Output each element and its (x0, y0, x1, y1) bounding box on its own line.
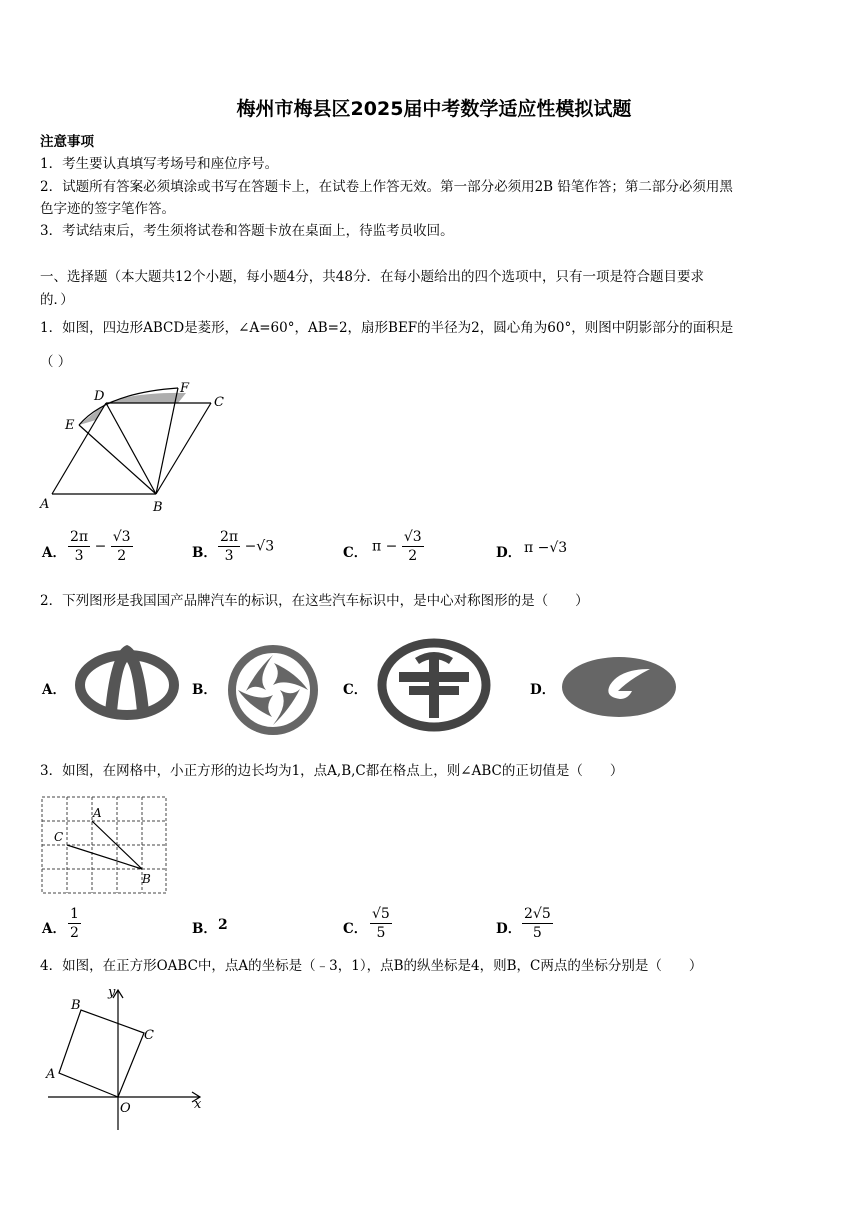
car-logo-d (560, 655, 678, 720)
q3-option-b-label: B． (192, 921, 217, 937)
car-logo-b (226, 643, 320, 737)
section-heading-cont: 的．） (40, 292, 74, 308)
question-1-text: 1．如图，四边形ABCD是菱形，∠A=60°，AB=2，扇形BEF的半径为2，圆心角为60°，则图中阴影部分的面积是 (40, 320, 734, 336)
label-x: x (194, 1097, 202, 1112)
label-c: C (144, 1028, 154, 1043)
label-c: C (214, 395, 224, 410)
q2-option-a-label: A． (42, 682, 66, 698)
label-b: B (142, 872, 151, 886)
section-heading: 一、选择题（本大题共12个小题，每小题4分，共48分．在每小题给出的四个选项中，只有一项是符合题目要求 (40, 269, 704, 285)
page-title: 梅州市梅县区2025届中考数学适应性模拟试题 (236, 98, 632, 120)
label-e: E (65, 418, 75, 433)
q1-option-a-value: $\frac{2\pi}{3}$ − $\frac{√3}{2}$ (70, 529, 131, 564)
notice-heading: 注意事项 (40, 134, 94, 150)
label-d: D (94, 389, 105, 404)
q2-option-b-label: B． (192, 682, 217, 698)
label-a: A (40, 497, 50, 512)
question-2-text: 2．下列图形是我国国产品牌汽车的标识，在这些汽车标识中，是中心对称图形的是（ ） (40, 593, 589, 609)
q3-option-b-value: 2 (218, 917, 228, 933)
q1-option-a-label: A． (42, 545, 66, 561)
q3-option-d-label: D． (496, 921, 522, 937)
notice-item: 色字迹的签字笔作答。 (40, 201, 175, 217)
q3-option-c-label: C． (343, 921, 368, 937)
label-y: y (108, 985, 116, 1000)
q1-option-b-label: B． (192, 545, 217, 561)
notice-item: 2．试题所有答案必须填涂或书写在答题卡上，在试卷上作答无效。第一部分必须用2B 铅笔作答；第二部分必须用黑 (40, 179, 733, 195)
label-o: O (120, 1101, 131, 1116)
q4-square-figure (40, 982, 210, 1134)
q3-option-a-label: A． (42, 921, 66, 937)
question-4-text: 4．如图，在正方形OABC中，点A的坐标是（﹣3，1），点B的纵坐标是4，则B，C两点的坐标分别是（ ） (40, 958, 703, 974)
q1-rhombus-figure (36, 378, 236, 513)
car-logo-a (75, 640, 180, 725)
q3-option-c-value: $\frac{√5}{5}$ (372, 906, 390, 941)
q3-option-a-value: $\frac{1}{2}$ (70, 906, 79, 941)
q3-option-d-value: $\frac{2√5}{5}$ (524, 906, 551, 941)
q1-option-d-label: D． (496, 545, 522, 561)
label-c: C (54, 830, 64, 844)
q2-option-d-label: D． (530, 682, 556, 698)
q1-option-c-label: C． (343, 545, 368, 561)
q3-grid-figure (40, 795, 170, 897)
q2-option-c-label: C． (343, 682, 368, 698)
car-logo-c (377, 638, 492, 733)
q1-option-b-value: $\frac{2\pi}{3}$ −√3 (220, 529, 275, 564)
notice-item: 3．考试结束后，考生须将试卷和答题卡放在桌面上，待监考员收回。 (40, 223, 454, 239)
notice-item: 1．考生要认真填写考场号和座位序号。 (40, 156, 279, 172)
question-1-paren: （ ） (40, 354, 72, 370)
label-b: B (71, 998, 81, 1013)
label-b: B (153, 500, 163, 513)
label-f: F (180, 381, 190, 396)
q1-option-c-value: π − $\frac{√3}{2}$ (372, 529, 422, 564)
q1-option-d-value: π −√3 (524, 540, 568, 556)
question-3-text: 3．如图，在网格中，小正方形的边长均为1，点A,B,C都在格点上，则∠ABC的正切值是（ ） (40, 763, 624, 779)
label-a: A (46, 1067, 56, 1082)
label-a: A (93, 806, 102, 820)
